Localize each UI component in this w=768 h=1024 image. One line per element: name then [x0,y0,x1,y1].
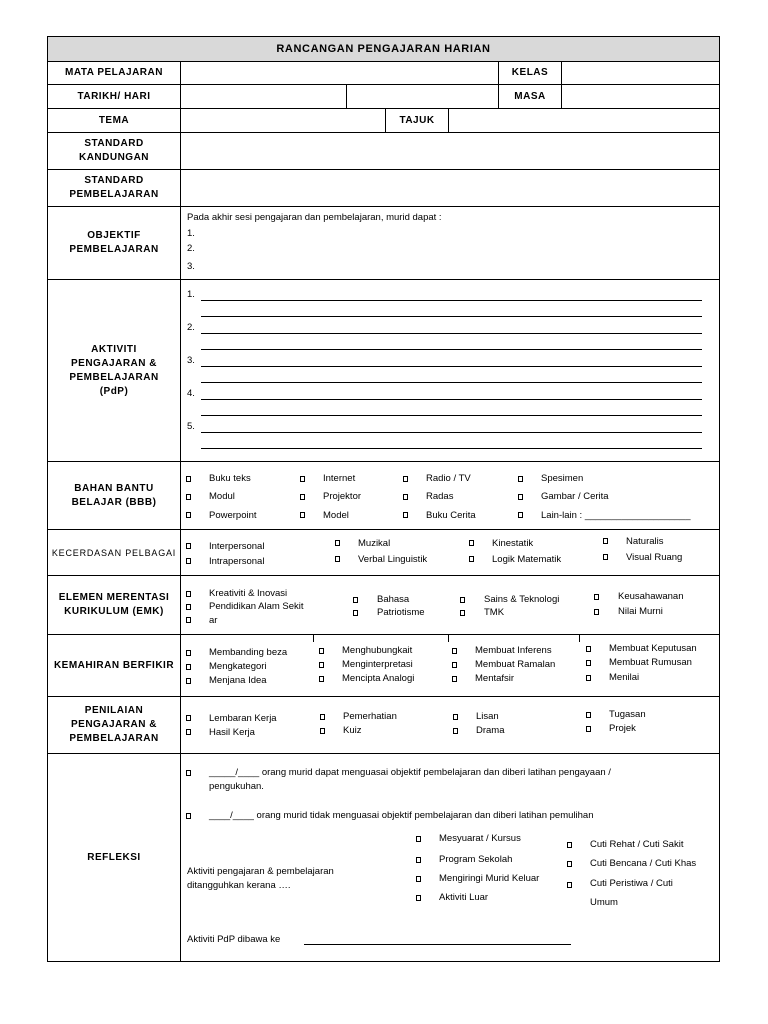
bbb-checkbox[interactable] [300,512,305,518]
kemahiran-label: KEMAHIRAN BERFIKIR [53,659,175,671]
emk-checkbox[interactable] [460,610,465,616]
activity-write-line[interactable] [201,432,702,433]
emk-label: ELEMEN MERENTASI KURIKULUM (EMK) [58,592,170,617]
tema-field[interactable] [181,109,385,132]
reason-option: Cuti Bencana / Cuti Khas [590,858,697,869]
reason-checkbox[interactable] [567,882,572,888]
activity-write-line[interactable] [201,415,702,416]
penilaian-option: Lisan [476,711,499,722]
emk-checkbox[interactable] [186,591,191,597]
kemahiran-option: Menghubungkait [342,645,413,656]
emk-option: Keusahawanan [618,591,684,602]
aktiviti-number: 1. [187,289,195,300]
penilaian-option: Kuiz [343,725,362,736]
kemahiran-checkbox[interactable] [452,662,457,668]
emk-checkbox[interactable] [353,597,358,603]
standard-pembelajaran-field[interactable] [181,170,719,206]
masa-label: MASA [514,90,546,102]
kemahiran-checkbox[interactable] [319,648,324,654]
kemahiran-option: Menjana Idea [209,675,267,686]
penilaian-option: Tugasan [609,709,646,720]
bbb-option: Powerpoint [209,510,257,521]
kecerdasan-label: KECERDASAN PELBAGAI [51,547,177,558]
activity-write-line[interactable] [201,399,702,400]
kemahiran-option: Membuat Keputusan [609,643,697,654]
emk-checkbox[interactable] [353,610,358,616]
hari-field[interactable] [347,85,498,108]
kecerdasan-option: Interpersonal [209,541,265,552]
kecerdasan-option: Intrapersonal [209,556,265,567]
ditangguh-text: ditangguhkan kerana …. [187,880,291,891]
reason-checkbox[interactable] [567,842,572,848]
dibawa-write-line[interactable] [304,944,571,945]
bbb-checkbox[interactable] [518,494,523,500]
kemahiran-checkbox[interactable] [319,662,324,668]
kemahiran-option: Menilai [609,672,640,683]
col-divider [579,634,580,642]
reason-checkbox[interactable] [416,895,421,901]
emk-checkbox[interactable] [460,597,465,603]
penilaian-checkbox[interactable] [186,729,191,735]
penilaian-option: Drama [476,725,505,736]
activity-write-line[interactable] [201,333,702,334]
reason-option: Umum [590,897,618,908]
emk-option: Sains & Teknologi [484,594,560,605]
kecerdasan-checkbox[interactable] [603,554,608,560]
bbb-checkbox[interactable] [300,494,305,500]
penilaian-checkbox[interactable] [586,726,591,732]
emk-checkbox[interactable] [594,594,599,600]
objektif-intro: Pada akhir sesi pengajaran dan pembelajaran, murid dapat : [187,212,442,223]
reason-option: Mesyuarat / Kursus [439,833,521,844]
kecerdasan-option: Kinestatik [492,538,534,549]
kecerdasan-checkbox[interactable] [469,556,474,562]
reason-option: Program Sekolah [439,854,513,865]
mata-pelajaran-label: MATA PELAJARAN [65,67,163,78]
aktiviti-label: AKTIVITI PENGAJARAN & PEMBELAJARAN (PdP) [69,343,159,397]
bbb-option: Internet [323,473,356,484]
aktiviti-number: 2. [187,322,195,333]
activity-write-line[interactable] [201,382,702,383]
refleksi-checkbox[interactable] [186,770,191,776]
bbb-checkbox[interactable] [403,512,408,518]
kemahiran-checkbox[interactable] [452,676,457,682]
kecerdasan-checkbox[interactable] [186,558,191,564]
kemahiran-option: Membuat Rumusan [609,657,692,668]
rph-form [47,36,720,962]
kemahiran-option: Mengkategori [209,661,267,672]
refleksi-checkbox[interactable] [186,813,191,819]
tarikh-field[interactable] [181,85,346,108]
kemahiran-checkbox[interactable] [586,660,591,666]
objektif-label: OBJEKTIF PEMBELAJARAN [69,230,159,255]
tajuk-label: TAJUK [399,114,435,126]
kecerdasan-option: Logik Matematik [492,554,562,565]
kemahiran-checkbox[interactable] [586,646,591,652]
bbb-option: Radio / TV [426,473,471,484]
tajuk-field[interactable] [449,109,719,132]
emk-option: Bahasa [377,594,410,605]
emk-option: Pendidikan Alam Sekit [209,601,304,612]
kecerdasan-checkbox[interactable] [335,540,340,546]
tema-label: TEMA [98,114,130,126]
ditangguh-text: Aktiviti pengajaran & pembelajaran [187,866,334,877]
penilaian-checkbox[interactable] [453,728,458,734]
penilaian-checkbox[interactable] [586,712,591,718]
objektif-item: 2. [187,243,195,254]
col-divider [448,634,449,642]
penilaian-checkbox[interactable] [320,714,325,720]
kemahiran-checkbox[interactable] [319,676,324,682]
penilaian-checkbox[interactable] [186,715,191,721]
bbb-option: Lain-lain : ____________________ [541,510,691,521]
refleksi-text: pengukuhan. [209,781,264,792]
bbb-option: Spesimen [541,473,584,484]
bbb-option: Model [323,510,349,521]
emk-checkbox[interactable] [186,617,191,623]
reason-checkbox[interactable] [416,876,421,882]
standard-pembelajaran-label: STANDARD PEMBELAJARAN [69,175,159,200]
objektif-item: 1. [187,228,195,239]
bbb-checkbox[interactable] [186,494,191,500]
bbb-checkbox[interactable] [300,476,305,482]
refleksi-text: ____/____ orang murid tidak menguasai objektif pembelajaran dan diberi latihan pemulihan [209,810,594,821]
kecerdasan-checkbox[interactable] [469,540,474,546]
mata-pelajaran-field[interactable] [181,62,498,84]
form-title: RANCANGAN PENGAJARAN HARIAN [48,37,719,61]
standard-kandungan-field[interactable] [181,133,719,169]
activity-write-line[interactable] [201,316,702,317]
bbb-checkbox[interactable] [518,512,523,518]
emk-option: TMK [484,607,505,618]
kemahiran-checkbox[interactable] [186,650,191,656]
penilaian-option: Pemerhatian [343,711,397,722]
bbb-checkbox[interactable] [186,512,191,518]
kemahiran-option: Menginterpretasi [342,659,413,670]
reason-checkbox[interactable] [416,857,421,863]
activity-write-line[interactable] [201,366,702,367]
kemahiran-checkbox[interactable] [186,664,191,670]
reason-checkbox[interactable] [567,861,572,867]
activity-write-line[interactable] [201,300,702,301]
kecerdasan-checkbox[interactable] [186,543,191,549]
reason-option: Aktiviti Luar [439,892,489,903]
refleksi-label: REFLEKSI [87,851,141,863]
activity-write-line[interactable] [201,448,702,449]
tarikh-hari-label: TARIKH/ HARI [77,90,151,102]
reason-option: Cuti Rehat / Cuti Sakit [590,839,684,850]
dibawa-text: Aktiviti PdP dibawa ke [187,934,281,945]
penilaian-option: Hasil Kerja [209,727,255,738]
standard-kandungan-label: STANDARD KANDUNGAN [78,138,150,163]
penilaian-checkbox[interactable] [453,714,458,720]
emk-option: Patriotisme [377,607,425,618]
kecerdasan-option: Verbal Linguistik [358,554,428,565]
reason-option: Mengiringi Murid Keluar [439,873,540,884]
bbb-checkbox[interactable] [403,476,408,482]
reason-checkbox[interactable] [416,836,421,842]
kemahiran-option: Mentafsir [475,673,515,684]
emk-option: ar [209,615,218,626]
refleksi-text: _____/____ orang murid dapat menguasai objektif pembelajaran dan diberi latihan pengayaan / [209,767,611,778]
emk-checkbox[interactable] [186,604,191,610]
kecerdasan-option: Muzikal [358,538,391,549]
kemahiran-checkbox[interactable] [186,678,191,684]
kelas-field[interactable] [562,62,719,84]
penilaian-checkbox[interactable] [320,728,325,734]
bbb-option: Buku Cerita [426,510,476,521]
col-divider [313,634,314,642]
emk-option: Nilai Murni [618,606,663,617]
kelas-label: KELAS [511,67,549,78]
penilaian-option: Lembaran Kerja [209,713,277,724]
reason-option: Cuti Peristiwa / Cuti [590,878,673,889]
objektif-item: 3. [187,261,195,272]
kemahiran-option: Membanding beza [209,647,288,658]
kemahiran-checkbox[interactable] [586,675,591,681]
aktiviti-number: 3. [187,355,195,366]
kemahiran-option: Membuat Inferens [475,645,552,656]
kecerdasan-option: Naturalis [626,536,664,547]
penilaian-option: Projek [609,723,636,734]
bbb-checkbox[interactable] [518,476,523,482]
kemahiran-option: Mencipta Analogi [342,673,415,684]
emk-option: Kreativiti & Inovasi [209,588,288,599]
bbb-option: Projektor [323,491,362,502]
penilaian-label: PENILAIAN PENGAJARAN & PEMBELAJARAN [69,705,159,744]
bbb-option: Radas [426,491,454,502]
bbb-option: Buku teks [209,473,251,484]
bbb-option: Modul [209,491,235,502]
masa-field[interactable] [562,85,719,108]
bbb-label: BAHAN BANTU BELAJAR (BBB) [71,482,157,508]
bbb-checkbox[interactable] [186,476,191,482]
bbb-checkbox[interactable] [403,494,408,500]
kemahiran-option: Membuat Ramalan [475,659,556,670]
kecerdasan-checkbox[interactable] [335,556,340,562]
aktiviti-number: 4. [187,388,195,399]
aktiviti-number: 5. [187,421,195,432]
emk-checkbox[interactable] [594,609,599,615]
kecerdasan-option: Visual Ruang [626,552,683,563]
kemahiran-checkbox[interactable] [452,648,457,654]
bbb-option: Gambar / Cerita [541,491,609,502]
kecerdasan-checkbox[interactable] [603,538,608,544]
activity-write-line[interactable] [201,349,702,350]
